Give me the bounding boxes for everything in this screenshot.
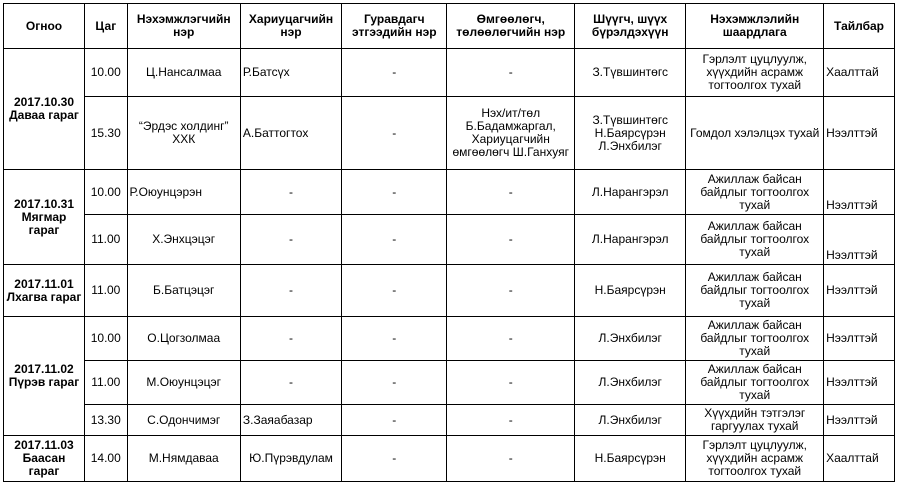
plaintiff-cell: Б.Батцэцэг (127, 265, 240, 317)
defendant-cell: З.Заяабазар (240, 405, 341, 436)
third-party-cell: - (342, 405, 447, 436)
claim-cell: Гэрлэлт цуцлуулж, хүүхдийн асрамж тогтоолгох тухай (686, 436, 824, 482)
representative-cell: - (447, 436, 575, 482)
court-schedule-table (3, 3, 895, 482)
representative-cell: - (447, 265, 575, 317)
third-party-cell: - (342, 170, 447, 215)
claim-cell: Гомдол хэлэлцэх тухай (686, 97, 824, 170)
judge-cell: Н.Баярсүрэн (575, 265, 686, 317)
header-claim: Нэхэмжлэлийн шаардлага (686, 4, 824, 49)
defendant-cell: - (240, 170, 341, 215)
table-row (4, 436, 895, 482)
note-cell: Нээлттэй (824, 215, 895, 265)
header-date: Огноо (4, 4, 85, 49)
date-cell (4, 49, 85, 170)
header-defendant: Хариуцагчийн нэр (240, 4, 341, 49)
judge-cell: Л.Нарангэрэл (575, 215, 686, 265)
representative-cell: - (447, 215, 575, 265)
date-value: 2017.11.03 (14, 438, 74, 452)
plaintiff-cell: О.Цогзолмаа (127, 317, 240, 361)
note-cell: Нээлттэй (824, 97, 895, 170)
date-cell (4, 436, 85, 482)
claim-cell: Хүүхдийн тэтгэлэг гаргуулах тухай (686, 405, 824, 436)
defendant-cell: - (240, 265, 341, 317)
defendant-cell: Р.Батсүх (240, 49, 341, 97)
claim-cell: Ажиллаж байсан байдлыг тогтоолгох тухай (686, 317, 824, 361)
third-party-cell: - (342, 49, 447, 97)
weekday-value: Лхагва гараг (6, 289, 82, 304)
weekday-value: Мягмар гараг (21, 209, 67, 237)
header-judge: Шүүгч, шүүх бүрэлдэхүүн (575, 4, 686, 49)
date-value: 2017.11.02 (14, 362, 74, 376)
header-plaintiff: Нэхэмжлэгчийн нэр (127, 4, 240, 49)
judge-cell: Л.Нарангэрэл (575, 170, 686, 215)
time-cell: 15.30 (85, 97, 128, 170)
table-row (4, 265, 895, 317)
third-party-cell: - (342, 436, 447, 482)
date-cell (4, 170, 85, 265)
defendant-cell: - (240, 215, 341, 265)
representative-cell: - (447, 317, 575, 361)
plaintiff-cell: М.Оюунцэцэг (127, 361, 240, 405)
judge-cell: З.Түвшинтөгс (575, 49, 686, 97)
date-value: 2017.10.31 (13, 196, 75, 211)
time-cell: 11.00 (85, 215, 128, 265)
note-cell: Хаалттай (824, 49, 895, 97)
note-cell: Нээлттэй (824, 405, 895, 436)
plaintiff-cell: С.Одончимэг (127, 405, 240, 436)
time-cell: 10.00 (85, 317, 128, 361)
third-party-cell: - (342, 265, 447, 317)
defendant-cell: А.Баттогтох (240, 97, 341, 170)
third-party-cell: - (342, 215, 447, 265)
weekday-value: Баасан гараг (22, 451, 66, 478)
claim-cell: Ажиллаж байсан байдлыг тогтоолгох тухай (686, 361, 824, 405)
header-note: Тайлбар (824, 4, 895, 49)
judge-cell: Л.Энхбилэг (575, 317, 686, 361)
table-row (4, 97, 895, 170)
header-third-party: Гуравдагч этгээдийн нэр (342, 4, 447, 49)
claim-cell: Ажиллаж байсан байдлыг тогтоолгох тухай (686, 215, 824, 265)
representative-cell: Нэх/ит/төл Б.Бадамжаргал, Хариуцагчийн өмгөөлөгч Ш.Ганхуяг (447, 97, 575, 170)
time-cell: 11.00 (85, 265, 128, 317)
plaintiff-cell: “Эрдэс холдинг” ХХК (127, 97, 240, 170)
representative-cell: - (447, 49, 575, 97)
plaintiff-cell: Ц.Нансалмаа (127, 49, 240, 97)
weekday-value: Пүрэв гараг (8, 375, 80, 389)
representative-cell: - (447, 405, 575, 436)
defendant-cell: - (240, 361, 341, 405)
time-cell: 14.00 (85, 436, 128, 482)
representative-cell: - (447, 361, 575, 405)
claim-cell: Ажиллаж байсан байдлыг тогтоолгох тухай (686, 265, 824, 317)
date-value: 2017.11.01 (14, 276, 74, 291)
weekday-value: Даваа гараг (9, 108, 79, 122)
header-representative: Өмгөөлөгч, төлөөлөгчийн нэр (447, 4, 575, 49)
time-cell: 11.00 (85, 361, 128, 405)
time-cell: 10.00 (85, 170, 128, 215)
judge-cell: Л.Энхбилэг (575, 361, 686, 405)
third-party-cell: - (342, 317, 447, 361)
representative-cell: - (447, 170, 575, 215)
plaintiff-cell: Х.Энхцэцэг (127, 215, 240, 265)
plaintiff-cell: Р.Оюунцэрэн (127, 170, 240, 215)
time-cell: 13.30 (85, 405, 128, 436)
note-cell: Хаалттай (824, 436, 895, 482)
note-cell: Нээлттэй (824, 361, 895, 405)
table-row (4, 49, 895, 97)
plaintiff-cell: М.Нямдаваа (127, 436, 240, 482)
judge-cell: Н.Баярсүрэн (575, 436, 686, 482)
table-row (4, 317, 895, 361)
table-row (4, 405, 895, 436)
third-party-cell: - (342, 361, 447, 405)
judge-cell: Л.Энхбилэг (575, 405, 686, 436)
time-cell: 10.00 (85, 49, 128, 97)
third-party-cell: - (342, 97, 447, 170)
header-time: Цаг (85, 4, 128, 49)
date-cell (4, 265, 85, 317)
header-row (4, 4, 895, 49)
date-cell (4, 317, 85, 436)
date-value: 2017.10.30 (13, 95, 75, 109)
claim-cell: Гэрлэлт цуцлуулж, хүүхдийн асрамж тогтоолгох тухай (686, 49, 824, 97)
table-row (4, 170, 895, 215)
note-cell: Нээлттэй (824, 265, 895, 317)
table-row (4, 361, 895, 405)
judge-cell: З.Түвшинтөгс Н.Баярсүрэн Л.Энхбилэг (575, 97, 686, 170)
defendant-cell: - (240, 317, 341, 361)
table-row (4, 215, 895, 265)
claim-cell: Ажиллаж байсан байдлыг тогтоолгох тухай (686, 170, 824, 215)
defendant-cell: Ю.Пүрэвдулам (240, 436, 341, 482)
note-cell: Нээлттэй (824, 170, 895, 215)
note-cell: Нээлттэй (824, 317, 895, 361)
